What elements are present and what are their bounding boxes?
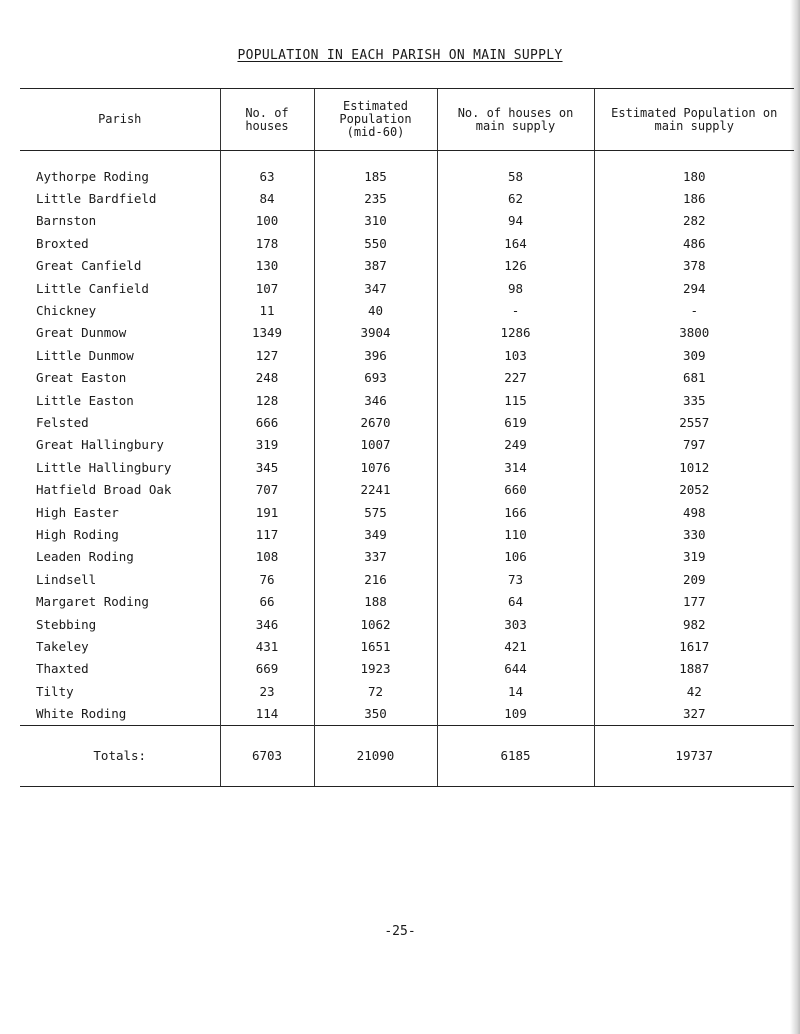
- totals-population-main: 19737: [594, 725, 794, 786]
- cell-population-main: 330: [594, 523, 794, 545]
- cell-houses: 66: [220, 590, 314, 612]
- table-row: [20, 232, 794, 254]
- cell-population-main: 1617: [594, 635, 794, 657]
- cell-population-main: 294: [594, 277, 794, 299]
- cell-houses: 346: [220, 613, 314, 635]
- cell-population: 2670: [314, 411, 437, 433]
- cell-population-main: 180: [594, 151, 794, 188]
- cell-parish: Broxted: [36, 235, 89, 251]
- population-table: [20, 88, 794, 787]
- cell-parish: Margaret Roding: [36, 594, 149, 610]
- cell-parish: Barnston: [36, 213, 97, 229]
- cell-houses-main: 109: [437, 702, 594, 725]
- cell-parish: Stebbing: [36, 616, 97, 632]
- cell-population-main: 498: [594, 501, 794, 523]
- cell-houses-main: 303: [437, 613, 594, 635]
- cell-population-main: 209: [594, 568, 794, 590]
- cell-population: 188: [314, 590, 437, 612]
- cell-houses: 108: [220, 546, 314, 568]
- cell-parish: Little Easton: [36, 392, 134, 408]
- cell-population: 1076: [314, 456, 437, 478]
- table-row: [20, 255, 794, 277]
- table-row: [20, 367, 794, 389]
- cell-population: 1651: [314, 635, 437, 657]
- cell-houses-main: 314: [437, 456, 594, 478]
- table-row: [20, 590, 794, 612]
- cell-population: 3904: [314, 322, 437, 344]
- cell-population: 347: [314, 277, 437, 299]
- table-header-row: [20, 89, 794, 151]
- cell-parish: Tilty: [36, 683, 74, 699]
- cell-houses: 431: [220, 635, 314, 657]
- cell-houses-main: 660: [437, 478, 594, 500]
- cell-houses: 666: [220, 411, 314, 433]
- cell-houses-main: 115: [437, 389, 594, 411]
- table-row: [20, 299, 794, 321]
- cell-parish: Great Easton: [36, 370, 127, 386]
- cell-houses-main: 421: [437, 635, 594, 657]
- header-houses: No. of houses: [220, 89, 314, 151]
- cell-houses-main: 64: [437, 590, 594, 612]
- cell-houses-main: 103: [437, 344, 594, 366]
- cell-houses: 248: [220, 367, 314, 389]
- cell-parish: Chickney: [36, 303, 97, 319]
- cell-houses: 100: [220, 210, 314, 232]
- cell-parish: Little Dunmow: [36, 347, 134, 363]
- table-row: [20, 658, 794, 680]
- cell-population: 349: [314, 523, 437, 545]
- cell-population: 216: [314, 568, 437, 590]
- cell-houses: 117: [220, 523, 314, 545]
- cell-houses: 84: [220, 187, 314, 209]
- cell-houses-main: 1286: [437, 322, 594, 344]
- header-parish: Parish: [20, 89, 220, 151]
- table-body: [20, 151, 794, 726]
- cell-population-main: 177: [594, 590, 794, 612]
- cell-houses: 127: [220, 344, 314, 366]
- cell-population: 550: [314, 232, 437, 254]
- cell-houses-main: 227: [437, 367, 594, 389]
- cell-houses: 669: [220, 658, 314, 680]
- cell-houses-main: 110: [437, 523, 594, 545]
- cell-population-main: 486: [594, 232, 794, 254]
- table-row: [20, 151, 794, 188]
- cell-houses: 345: [220, 456, 314, 478]
- table-row: [20, 568, 794, 590]
- cell-houses-main: 249: [437, 434, 594, 456]
- header-population-main-supply: Estimated Population on main supply: [594, 89, 794, 151]
- cell-population: 72: [314, 680, 437, 702]
- cell-houses: 128: [220, 389, 314, 411]
- table-row: [20, 411, 794, 433]
- cell-parish: Hatfield Broad Oak: [36, 482, 172, 498]
- cell-population-main: 1887: [594, 658, 794, 680]
- cell-population: 693: [314, 367, 437, 389]
- cell-houses-main: 14: [437, 680, 594, 702]
- table-row: [20, 501, 794, 523]
- page-number: -25-: [384, 924, 416, 939]
- table-row: [20, 344, 794, 366]
- cell-houses: 707: [220, 478, 314, 500]
- cell-population-main: 681: [594, 367, 794, 389]
- cell-parish: Great Dunmow: [36, 325, 127, 341]
- cell-population-main: 327: [594, 702, 794, 725]
- cell-population-main: 282: [594, 210, 794, 232]
- totals-label: Totals:: [20, 725, 220, 786]
- cell-houses-main: -: [437, 299, 594, 321]
- totals-population: 21090: [314, 725, 437, 786]
- cell-parish: Little Canfield: [36, 280, 149, 296]
- cell-population-main: 3800: [594, 322, 794, 344]
- cell-population: 2241: [314, 478, 437, 500]
- cell-houses-main: 619: [437, 411, 594, 433]
- page-title: POPULATION IN EACH PARISH ON MAIN SUPPLY: [237, 48, 563, 63]
- cell-houses-main: 58: [437, 151, 594, 188]
- cell-population-main: 2052: [594, 478, 794, 500]
- cell-houses: 63: [220, 151, 314, 188]
- cell-population: 1062: [314, 613, 437, 635]
- cell-population: 337: [314, 546, 437, 568]
- cell-population-main: 1012: [594, 456, 794, 478]
- header-houses-main-supply: No. of houses on main supply: [437, 89, 594, 151]
- cell-population-main: -: [594, 299, 794, 321]
- cell-parish: White Roding: [36, 706, 127, 722]
- table-row: [20, 478, 794, 500]
- cell-population: 350: [314, 702, 437, 725]
- cell-houses: 319: [220, 434, 314, 456]
- cell-houses: 1349: [220, 322, 314, 344]
- table-row: [20, 702, 794, 725]
- cell-houses-main: 644: [437, 658, 594, 680]
- cell-population: 575: [314, 501, 437, 523]
- table-row: [20, 187, 794, 209]
- cell-population: 1007: [314, 434, 437, 456]
- table-row: [20, 277, 794, 299]
- cell-houses: 107: [220, 277, 314, 299]
- cell-population-main: 797: [594, 434, 794, 456]
- cell-parish: Takeley: [36, 638, 89, 654]
- cell-houses: 23: [220, 680, 314, 702]
- cell-houses-main: 166: [437, 501, 594, 523]
- cell-parish: Aythorpe Roding: [36, 168, 149, 184]
- cell-houses: 191: [220, 501, 314, 523]
- cell-houses: 130: [220, 255, 314, 277]
- totals-row: [20, 725, 794, 786]
- table-row: [20, 635, 794, 657]
- cell-houses: 11: [220, 299, 314, 321]
- cell-population-main: 2557: [594, 411, 794, 433]
- cell-parish: Great Hallingbury: [36, 437, 164, 453]
- cell-houses-main: 126: [437, 255, 594, 277]
- cell-parish: Thaxted: [36, 661, 89, 677]
- table-row: [20, 210, 794, 232]
- cell-population-main: 319: [594, 546, 794, 568]
- cell-parish: Great Canfield: [36, 258, 142, 274]
- table-row: [20, 680, 794, 702]
- cell-houses-main: 98: [437, 277, 594, 299]
- cell-houses: 114: [220, 702, 314, 725]
- table-row: [20, 523, 794, 545]
- cell-parish: Little Bardfield: [36, 191, 157, 207]
- table-row: [20, 322, 794, 344]
- cell-parish: High Easter: [36, 504, 119, 520]
- table-row: [20, 613, 794, 635]
- table-row: [20, 546, 794, 568]
- cell-parish: Lindsell: [36, 571, 97, 587]
- cell-houses-main: 62: [437, 187, 594, 209]
- cell-population-main: 335: [594, 389, 794, 411]
- cell-population-main: 42: [594, 680, 794, 702]
- cell-population-main: 378: [594, 255, 794, 277]
- cell-houses-main: 106: [437, 546, 594, 568]
- cell-population-main: 186: [594, 187, 794, 209]
- cell-houses: 178: [220, 232, 314, 254]
- header-estimated-population: Estimated Population (mid-60): [314, 89, 437, 151]
- cell-houses-main: 73: [437, 568, 594, 590]
- cell-houses-main: 164: [437, 232, 594, 254]
- table-row: [20, 456, 794, 478]
- cell-population: 185: [314, 151, 437, 188]
- cell-houses-main: 94: [437, 210, 594, 232]
- cell-population-main: 309: [594, 344, 794, 366]
- cell-population: 387: [314, 255, 437, 277]
- table-row: [20, 389, 794, 411]
- cell-population: 235: [314, 187, 437, 209]
- cell-population: 1923: [314, 658, 437, 680]
- totals-houses-main: 6185: [437, 725, 594, 786]
- cell-houses: 76: [220, 568, 314, 590]
- cell-parish: High Roding: [36, 526, 119, 542]
- table-row: [20, 434, 794, 456]
- cell-parish: Little Hallingbury: [36, 459, 172, 475]
- cell-population: 310: [314, 210, 437, 232]
- cell-population-main: 982: [594, 613, 794, 635]
- cell-population: 40: [314, 299, 437, 321]
- cell-parish: Felsted: [36, 414, 89, 430]
- cell-parish: Leaden Roding: [36, 549, 134, 565]
- cell-population: 346: [314, 389, 437, 411]
- totals-houses: 6703: [220, 725, 314, 786]
- cell-population: 396: [314, 344, 437, 366]
